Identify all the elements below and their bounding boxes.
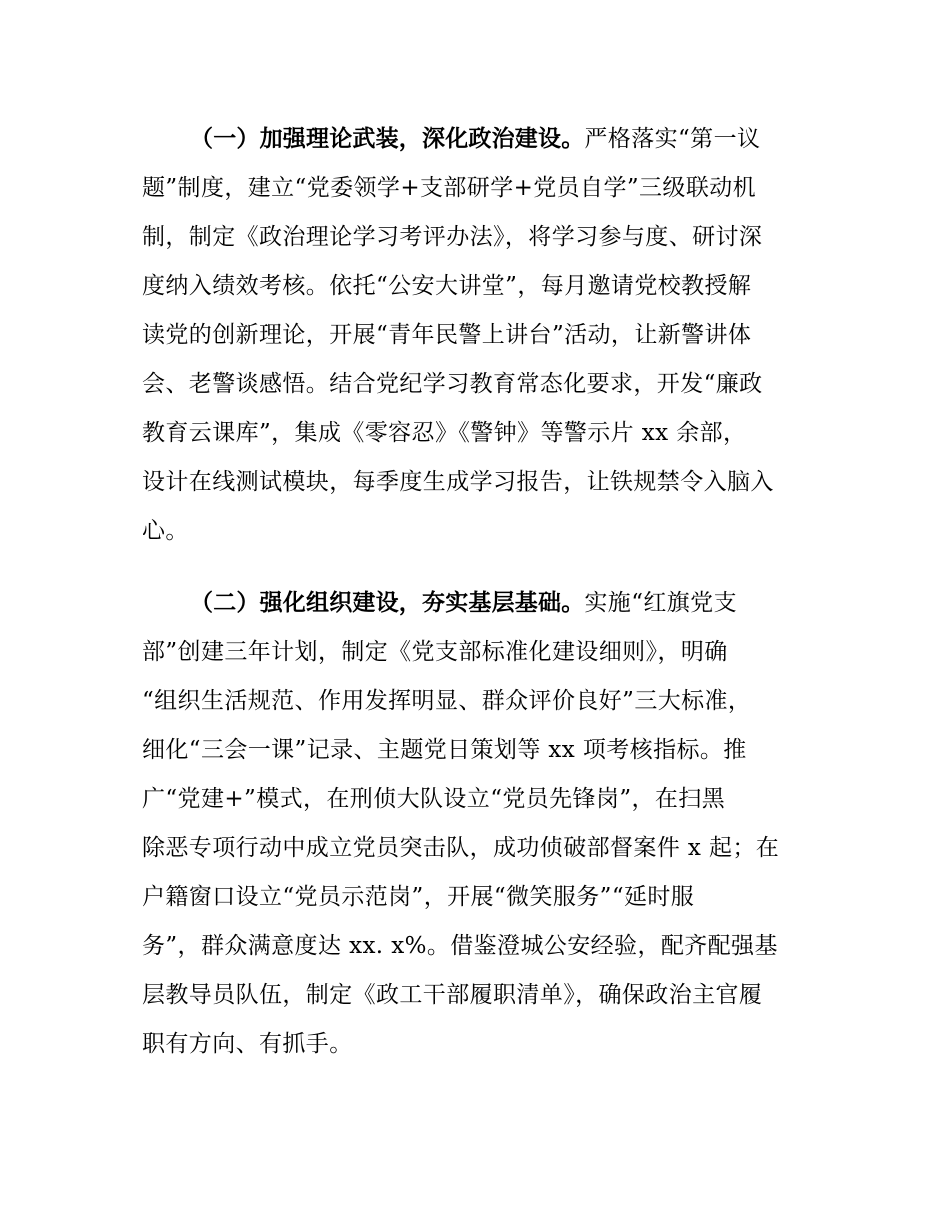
- section-2-line: 广“党建+”模式，在刑侦大队设立“党员先锋岗”，在扫黑: [142, 786, 726, 812]
- section-2-line: 户籍窗口设立“党员示范岗”，开展“微笑服务”“延时服: [142, 884, 695, 910]
- section-1-line: 度纳入绩效考核。依托“公安大讲堂”，每月邀请党校教授解: [142, 273, 752, 299]
- section-2-line: 除恶专项行动中成立党员突击队，成功侦破部督案件 x 起；在: [142, 835, 780, 861]
- section-2-line: 职有方向、有抓手。: [142, 1031, 353, 1057]
- section-2-heading: （二）强化组织建设，夯实基层基础。: [190, 590, 585, 616]
- section-1-first-line-text: 严格落实“第一议: [584, 126, 761, 152]
- section-1-line: 读党的创新理论，开展“青年民警上讲台”活动，让新警讲体: [142, 322, 752, 348]
- section-1-line: 心。: [142, 518, 189, 544]
- section-2-line: 细化“三会一课”记录、主题党日策划等 xx 项考核指标。推: [142, 737, 747, 763]
- section-2-line: 务”，群众满意度达 xx. x%。借鉴澄城公安经验，配齐配强基: [142, 933, 778, 959]
- section-2-first-line-text: 实施“红旗党支: [584, 590, 737, 616]
- section-2-paragraph: [142, 588, 814, 1088]
- section-1-paragraph: [142, 124, 814, 564]
- section-2-line: “组织生活规范、作用发挥明显、群众评价良好”三大标准，: [142, 688, 752, 714]
- section-2-line: 层教导员队伍，制定《政工干部履职清单》，确保政治主官履: [142, 982, 763, 1008]
- section-1-heading: （一）加强理论武装，深化政治建设。: [190, 126, 585, 152]
- section-1-line: 设计在线测试模块，每季度生成学习报告，让铁规禁令入脑入: [142, 469, 774, 495]
- section-1-line: 制，制定《政治理论学习考评办法》，将学习参与度、研讨深: [142, 224, 763, 250]
- section-1-first-line: [190, 124, 760, 154]
- section-2-line: 部”创建三年计划，制定《党支部标准化建设细则》，明确: [142, 639, 728, 665]
- section-1-line: 会、老警谈感悟。结合党纪学习教育常态化要求，开发“廉政: [142, 371, 763, 397]
- section-1-line: 教育云课库”，集成《零容忍》《警钟》等警示片 xx 余部，: [142, 420, 747, 446]
- section-1-line: 题”制度，建立“党委领学+支部研学+党员自学”三级联动机: [142, 175, 757, 201]
- section-2-first-line: [190, 588, 737, 618]
